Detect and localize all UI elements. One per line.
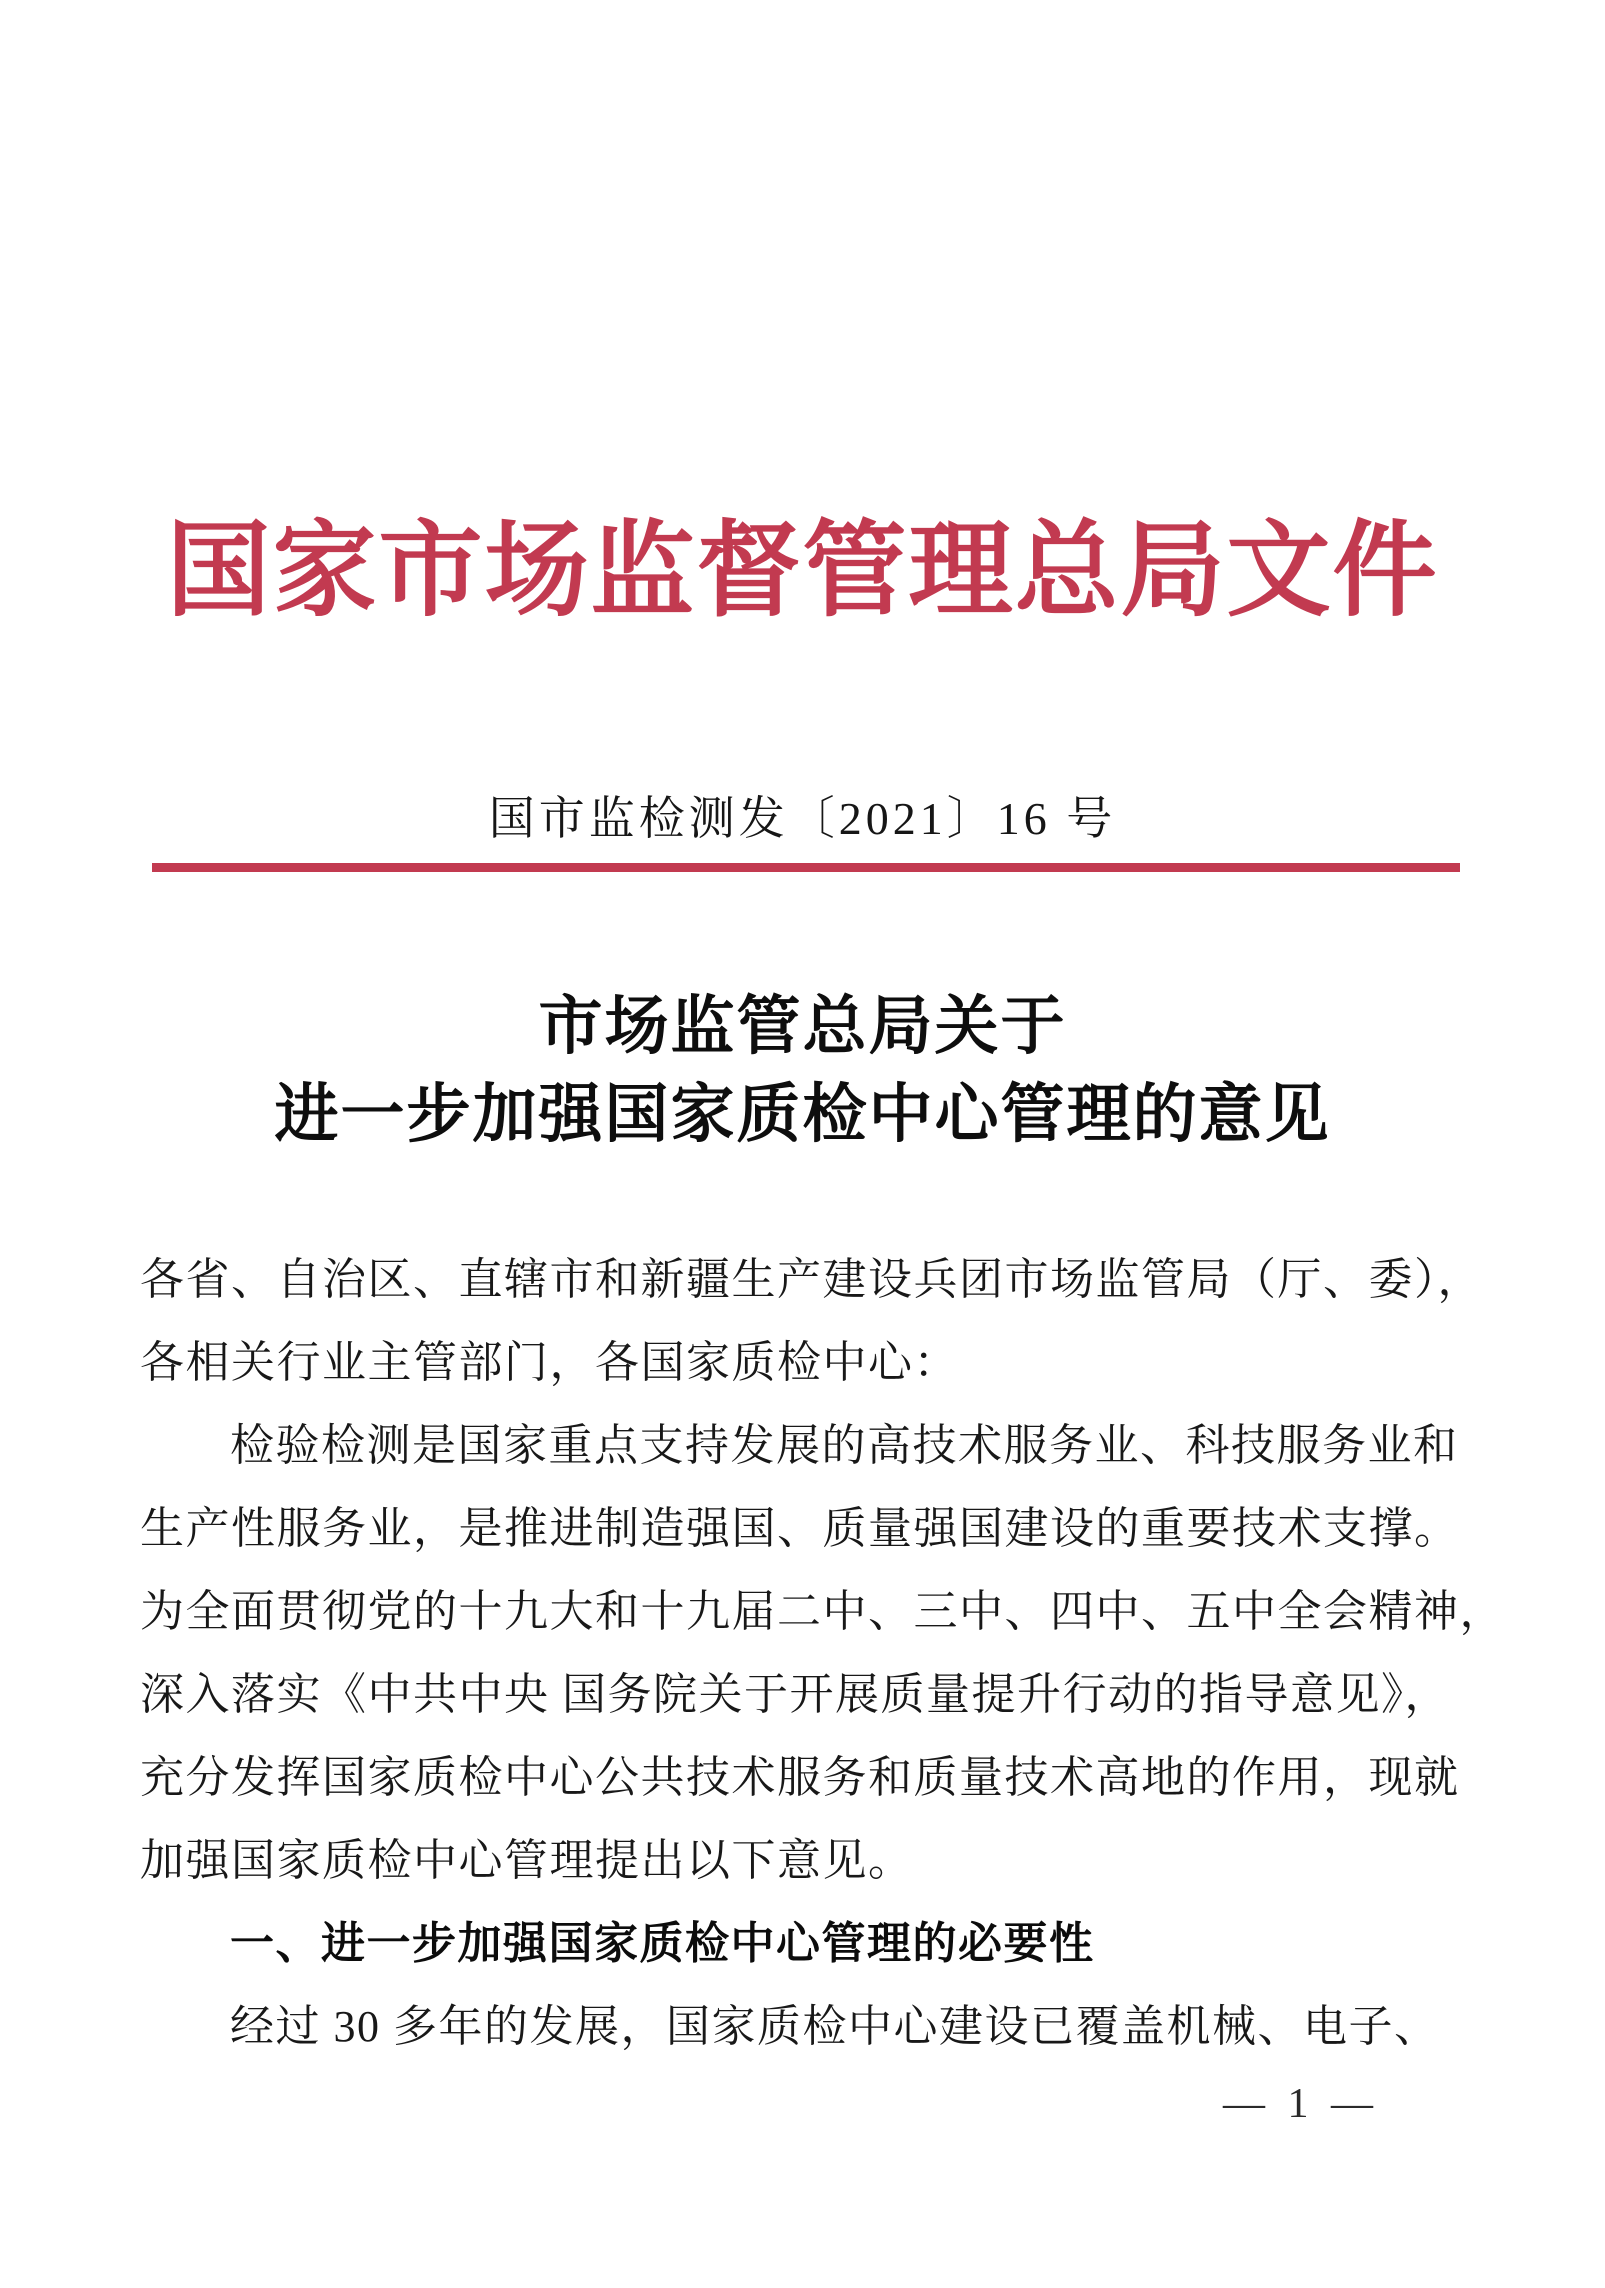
document-title-line-2: 进一步加强国家质检中心管理的意见: [274, 1078, 1331, 1150]
body-line-paragraph-2-start: 经过 30 多年的发展，国家质检中心建设已覆盖机械、电子、: [230, 2002, 1440, 2051]
document-body: [140, 1238, 1505, 2068]
section-heading-1: 一、进一步加强国家质检中心管理的必要性: [230, 1919, 1095, 1968]
document-reference-number: 国市监检测发〔2021〕16 号: [488, 793, 1117, 844]
body-line-paragraph-1-start: 检验检测是国家重点支持发展的高技术服务业、科技服务业和: [230, 1421, 1459, 1470]
body-line-recipients-2: 各相关行业主管部门，各国家质检中心：: [140, 1338, 959, 1387]
page-number: — 1 —: [1223, 2081, 1379, 2127]
body-line-paragraph-1-cont-4: 充分发挥国家质检中心公共技术服务和质量技术高地的作用，现就: [140, 1753, 1460, 1802]
document-title-line-1: 市场监管总局关于: [538, 990, 1067, 1062]
body-line-paragraph-1-cont-1: 生产性服务业，是推进制造强国、质量强国建设的重要技术支撑。: [140, 1504, 1460, 1553]
body-line-paragraph-1-end: 加强国家质检中心管理提出以下意见。: [140, 1836, 914, 1885]
document-title: [0, 982, 1605, 1158]
red-divider-rule: [152, 863, 1460, 872]
body-line-paragraph-1-cont-2: 为全面贯彻党的十九大和十九届二中、三中、四中、五中全会精神，: [140, 1587, 1505, 1636]
body-line-recipients-1: 各省、自治区、直辖市和新疆生产建设兵团市场监管局（厅、委），: [140, 1255, 1483, 1304]
body-line-paragraph-1-cont-3: 深入落实《中共中央 国务院关于开展质量提升行动的指导意见》，: [140, 1670, 1450, 1719]
agency-banner-title: 国家市场监督管理总局文件: [166, 514, 1439, 629]
